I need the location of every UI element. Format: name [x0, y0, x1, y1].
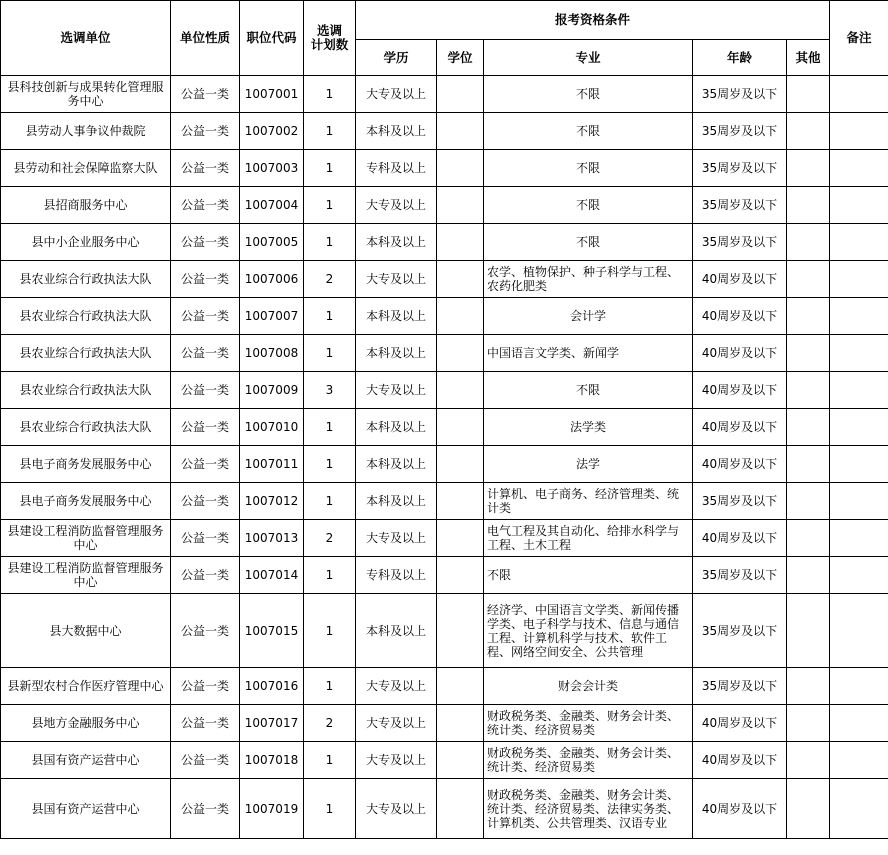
unit-cell: 县建设工程消防监督管理服务中心: [1, 520, 171, 557]
nature-cell: 公益一类: [171, 409, 240, 446]
age-cell: 35周岁及以下: [693, 150, 787, 187]
degree-cell: [437, 779, 484, 839]
age-cell: 40周岁及以下: [693, 261, 787, 298]
education-cell: 大专及以上: [356, 76, 437, 113]
code-cell: 1007004: [240, 187, 304, 224]
age-cell: 40周岁及以下: [693, 409, 787, 446]
major-cell: 不限: [484, 224, 693, 261]
age-cell: 40周岁及以下: [693, 335, 787, 372]
header-remark: 备注: [830, 1, 888, 76]
code-cell: 1007008: [240, 335, 304, 372]
remark-cell: [830, 557, 888, 594]
degree-cell: [437, 372, 484, 409]
remark-cell: [830, 372, 888, 409]
table-row: [1, 76, 888, 113]
table-row: [1, 779, 888, 839]
other-cell: [787, 372, 830, 409]
code-cell: 1007005: [240, 224, 304, 261]
remark-cell: [830, 335, 888, 372]
major-cell: 不限: [484, 113, 693, 150]
unit-cell: 县大数据中心: [1, 594, 171, 668]
table-row: [1, 557, 888, 594]
degree-cell: [437, 298, 484, 335]
code-cell: 1007001: [240, 76, 304, 113]
nature-cell: 公益一类: [171, 520, 240, 557]
table-row: [1, 446, 888, 483]
major-cell: 电气工程及其自动化、给排水科学与工程、土木工程: [484, 520, 693, 557]
degree-cell: [437, 187, 484, 224]
education-cell: 大专及以上: [356, 520, 437, 557]
code-cell: 1007017: [240, 705, 304, 742]
education-cell: 本科及以上: [356, 409, 437, 446]
degree-cell: [437, 76, 484, 113]
remark-cell: [830, 594, 888, 668]
plan-cell: 1: [304, 409, 356, 446]
unit-cell: 县农业综合行政执法大队: [1, 261, 171, 298]
degree-cell: [437, 261, 484, 298]
table-row: [1, 594, 888, 668]
header-education: 学历: [356, 40, 437, 76]
plan-cell: 2: [304, 705, 356, 742]
nature-cell: 公益一类: [171, 705, 240, 742]
table-row: [1, 520, 888, 557]
education-cell: 本科及以上: [356, 335, 437, 372]
unit-cell: 县农业综合行政执法大队: [1, 372, 171, 409]
other-cell: [787, 76, 830, 113]
age-cell: 35周岁及以下: [693, 668, 787, 705]
degree-cell: [437, 113, 484, 150]
table-row: [1, 261, 888, 298]
plan-cell: 1: [304, 298, 356, 335]
plan-cell: 1: [304, 335, 356, 372]
other-cell: [787, 668, 830, 705]
age-cell: 35周岁及以下: [693, 483, 787, 520]
degree-cell: [437, 150, 484, 187]
education-cell: 大专及以上: [356, 742, 437, 779]
nature-cell: 公益一类: [171, 668, 240, 705]
age-cell: 35周岁及以下: [693, 557, 787, 594]
unit-cell: 县科技创新与成果转化管理服务中心: [1, 76, 171, 113]
nature-cell: 公益一类: [171, 335, 240, 372]
code-cell: 1007011: [240, 446, 304, 483]
unit-cell: 县国有资产运营中心: [1, 742, 171, 779]
other-cell: [787, 335, 830, 372]
remark-cell: [830, 668, 888, 705]
header-requirements: 报考资格条件: [356, 1, 830, 40]
unit-cell: 县电子商务发展服务中心: [1, 483, 171, 520]
education-cell: 大专及以上: [356, 261, 437, 298]
age-cell: 40周岁及以下: [693, 779, 787, 839]
plan-cell: 1: [304, 446, 356, 483]
header-code: 职位代码: [240, 1, 304, 76]
header-plan-line1: 选调: [316, 23, 342, 38]
remark-cell: [830, 187, 888, 224]
table-row: [1, 224, 888, 261]
major-cell: 经济学、中国语言文学类、新闻传播学类、电子科学与技术、信息与通信工程、计算机科学与技术、软件工程、网络空间安全、公共管理: [484, 594, 693, 668]
age-cell: 40周岁及以下: [693, 520, 787, 557]
unit-cell: 县劳动和社会保障监察大队: [1, 150, 171, 187]
remark-cell: [830, 298, 888, 335]
major-cell: 不限: [484, 557, 693, 594]
major-cell: 法学类: [484, 409, 693, 446]
unit-cell: 县农业综合行政执法大队: [1, 335, 171, 372]
remark-cell: [830, 113, 888, 150]
education-cell: 大专及以上: [356, 779, 437, 839]
remark-cell: [830, 520, 888, 557]
remark-cell: [830, 483, 888, 520]
major-cell: 农学、植物保护、种子科学与工程、农药化肥类: [484, 261, 693, 298]
nature-cell: 公益一类: [171, 779, 240, 839]
plan-cell: 2: [304, 520, 356, 557]
plan-cell: 1: [304, 187, 356, 224]
unit-cell: 县劳动人事争议仲裁院: [1, 113, 171, 150]
degree-cell: [437, 483, 484, 520]
header-plan: [304, 1, 356, 76]
header-age: 年龄: [693, 40, 787, 76]
code-cell: 1007018: [240, 742, 304, 779]
nature-cell: 公益一类: [171, 187, 240, 224]
major-cell: 不限: [484, 76, 693, 113]
other-cell: [787, 483, 830, 520]
age-cell: 40周岁及以下: [693, 298, 787, 335]
unit-cell: 县招商服务中心: [1, 187, 171, 224]
table-row: [1, 372, 888, 409]
table-row: [1, 742, 888, 779]
nature-cell: 公益一类: [171, 298, 240, 335]
education-cell: 本科及以上: [356, 594, 437, 668]
table-row: [1, 187, 888, 224]
nature-cell: 公益一类: [171, 742, 240, 779]
age-cell: 40周岁及以下: [693, 372, 787, 409]
plan-cell: 1: [304, 668, 356, 705]
plan-cell: 1: [304, 742, 356, 779]
header-unit: 选调单位: [1, 1, 171, 76]
table-row: [1, 335, 888, 372]
plan-cell: 2: [304, 261, 356, 298]
education-cell: 专科及以上: [356, 150, 437, 187]
other-cell: [787, 150, 830, 187]
code-cell: 1007009: [240, 372, 304, 409]
degree-cell: [437, 335, 484, 372]
education-cell: 本科及以上: [356, 113, 437, 150]
nature-cell: 公益一类: [171, 557, 240, 594]
age-cell: 40周岁及以下: [693, 742, 787, 779]
nature-cell: 公益一类: [171, 261, 240, 298]
code-cell: 1007013: [240, 520, 304, 557]
code-cell: 1007012: [240, 483, 304, 520]
other-cell: [787, 705, 830, 742]
age-cell: 35周岁及以下: [693, 76, 787, 113]
education-cell: 本科及以上: [356, 483, 437, 520]
education-cell: 本科及以上: [356, 224, 437, 261]
plan-cell: 1: [304, 557, 356, 594]
remark-cell: [830, 742, 888, 779]
unit-cell: 县国有资产运营中心: [1, 779, 171, 839]
major-cell: 不限: [484, 150, 693, 187]
code-cell: 1007015: [240, 594, 304, 668]
education-cell: 大专及以上: [356, 187, 437, 224]
code-cell: 1007019: [240, 779, 304, 839]
table-row: [1, 298, 888, 335]
table-row: [1, 668, 888, 705]
remark-cell: [830, 705, 888, 742]
major-cell: 计算机、电子商务、经济管理类、统计类: [484, 483, 693, 520]
plan-cell: 1: [304, 76, 356, 113]
major-cell: 财政税务类、金融类、财务会计类、统计类、经济贸易类、法律实务类、计算机类、公共管理类、汉语专业: [484, 779, 693, 839]
other-cell: [787, 557, 830, 594]
major-cell: 财会会计类: [484, 668, 693, 705]
code-cell: 1007003: [240, 150, 304, 187]
major-cell: 不限: [484, 187, 693, 224]
table-row: [1, 113, 888, 150]
unit-cell: 县农业综合行政执法大队: [1, 409, 171, 446]
table-row: [1, 150, 888, 187]
plan-cell: 1: [304, 483, 356, 520]
major-cell: 中国语言文学类、新闻学: [484, 335, 693, 372]
degree-cell: [437, 446, 484, 483]
remark-cell: [830, 224, 888, 261]
other-cell: [787, 298, 830, 335]
major-cell: 不限: [484, 372, 693, 409]
other-cell: [787, 520, 830, 557]
education-cell: 大专及以上: [356, 372, 437, 409]
other-cell: [787, 113, 830, 150]
unit-cell: 县电子商务发展服务中心: [1, 446, 171, 483]
other-cell: [787, 187, 830, 224]
major-cell: 法学: [484, 446, 693, 483]
education-cell: 大专及以上: [356, 668, 437, 705]
age-cell: 35周岁及以下: [693, 594, 787, 668]
header-other: 其他: [787, 40, 830, 76]
remark-cell: [830, 76, 888, 113]
nature-cell: 公益一类: [171, 224, 240, 261]
major-cell: 会计学: [484, 298, 693, 335]
code-cell: 1007007: [240, 298, 304, 335]
code-cell: 1007010: [240, 409, 304, 446]
degree-cell: [437, 668, 484, 705]
header-nature: 单位性质: [171, 1, 240, 76]
degree-cell: [437, 520, 484, 557]
education-cell: 本科及以上: [356, 298, 437, 335]
nature-cell: 公益一类: [171, 446, 240, 483]
unit-cell: 县地方金融服务中心: [1, 705, 171, 742]
other-cell: [787, 779, 830, 839]
code-cell: 1007002: [240, 113, 304, 150]
remark-cell: [830, 779, 888, 839]
unit-cell: 县建设工程消防监督管理服务中心: [1, 557, 171, 594]
remark-cell: [830, 409, 888, 446]
age-cell: 35周岁及以下: [693, 224, 787, 261]
education-cell: 大专及以上: [356, 705, 437, 742]
plan-cell: 1: [304, 150, 356, 187]
table-row: [1, 483, 888, 520]
header-major: 专业: [484, 40, 693, 76]
age-cell: 35周岁及以下: [693, 113, 787, 150]
other-cell: [787, 742, 830, 779]
plan-cell: 1: [304, 594, 356, 668]
nature-cell: 公益一类: [171, 150, 240, 187]
remark-cell: [830, 446, 888, 483]
degree-cell: [437, 409, 484, 446]
degree-cell: [437, 705, 484, 742]
unit-cell: 县农业综合行政执法大队: [1, 298, 171, 335]
education-cell: 专科及以上: [356, 557, 437, 594]
major-cell: 财政税务类、金融类、财务会计类、统计类、经济贸易类: [484, 742, 693, 779]
age-cell: 40周岁及以下: [693, 705, 787, 742]
code-cell: 1007014: [240, 557, 304, 594]
plan-cell: 3: [304, 372, 356, 409]
degree-cell: [437, 557, 484, 594]
unit-cell: 县中小企业服务中心: [1, 224, 171, 261]
code-cell: 1007006: [240, 261, 304, 298]
code-cell: 1007016: [240, 668, 304, 705]
nature-cell: 公益一类: [171, 372, 240, 409]
header-degree: 学位: [437, 40, 484, 76]
unit-cell: 县新型农村合作医疗管理中心: [1, 668, 171, 705]
nature-cell: 公益一类: [171, 594, 240, 668]
plan-cell: 1: [304, 113, 356, 150]
degree-cell: [437, 594, 484, 668]
age-cell: 35周岁及以下: [693, 187, 787, 224]
plan-cell: 1: [304, 779, 356, 839]
table-row: [1, 409, 888, 446]
other-cell: [787, 594, 830, 668]
major-cell: 财政税务类、金融类、财务会计类、统计类、经济贸易类: [484, 705, 693, 742]
nature-cell: 公益一类: [171, 483, 240, 520]
remark-cell: [830, 261, 888, 298]
nature-cell: 公益一类: [171, 113, 240, 150]
other-cell: [787, 446, 830, 483]
other-cell: [787, 409, 830, 446]
remark-cell: [830, 150, 888, 187]
other-cell: [787, 224, 830, 261]
education-cell: 本科及以上: [356, 446, 437, 483]
table-row: [1, 705, 888, 742]
plan-cell: 1: [304, 224, 356, 261]
age-cell: 40周岁及以下: [693, 446, 787, 483]
header-plan-line2: 计划数: [310, 37, 349, 52]
degree-cell: [437, 742, 484, 779]
other-cell: [787, 261, 830, 298]
nature-cell: 公益一类: [171, 76, 240, 113]
degree-cell: [437, 224, 484, 261]
